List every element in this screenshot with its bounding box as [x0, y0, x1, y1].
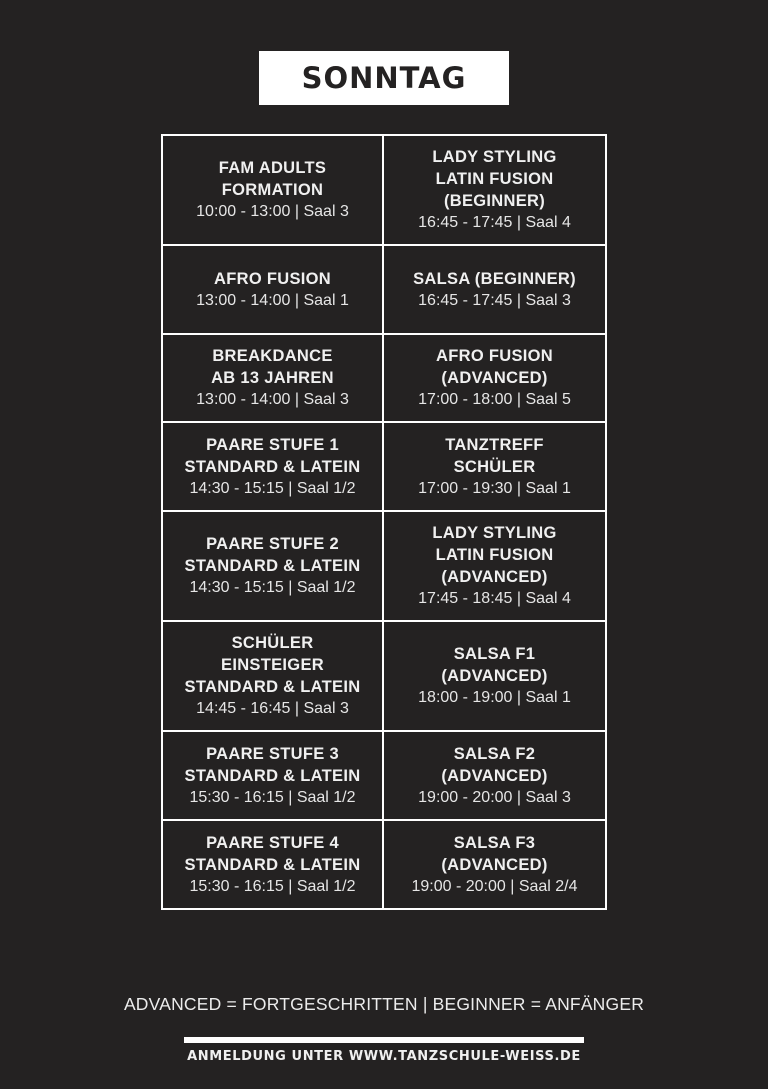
class-name-line: AFRO FUSION: [214, 269, 331, 288]
class-name-line: STANDARD & LATEIN: [184, 557, 361, 575]
class-name-line: SALSA F2: [453, 744, 536, 763]
class-name-line: PAARE STUFE 3: [206, 744, 339, 763]
class-time-room: 14:30 - 15:15 | Saal 1/2: [189, 479, 356, 497]
class-time-room: 17:00 - 19:30 | Saal 1: [418, 479, 571, 497]
class-time-room: 15:30 - 16:15 | Saal 1/2: [189, 788, 356, 806]
class-cell-left: [163, 732, 384, 821]
class-name-line: BREAKDANCE: [212, 347, 333, 365]
class-name-line: EINSTEIGER: [221, 656, 324, 674]
day-title: SONNTAG: [301, 61, 467, 95]
class-name-line: LATIN FUSION: [435, 170, 554, 188]
class-cell-left: [163, 622, 384, 732]
class-time-room: 16:45 - 17:45 | Saal 4: [418, 214, 571, 231]
class-cell-left: [163, 512, 384, 622]
class-name-line: AFRO FUSION: [436, 347, 553, 365]
class-time-room: 18:00 - 19:00 | Saal 1: [418, 689, 571, 706]
class-time-room: 16:45 - 17:45 | Saal 3: [418, 291, 571, 309]
class-time-room: 14:30 - 15:15 | Saal 1/2: [189, 579, 356, 596]
class-name-line: STANDARD & LATEIN: [184, 855, 361, 874]
class-name-line: (ADVANCED): [441, 667, 548, 685]
class-name-line: FORMATION: [221, 181, 324, 199]
class-name-line: SCHÜLER: [453, 457, 536, 476]
class-cell-right: [384, 423, 605, 512]
divider-bar: [184, 1037, 584, 1043]
class-cell-left: [163, 136, 384, 246]
class-cell-right: [384, 335, 605, 423]
class-time-room: 17:45 - 18:45 | Saal 4: [418, 590, 571, 607]
class-cell-right: [384, 246, 605, 335]
class-cell-right: [384, 821, 605, 908]
class-name-line: PAARE STUFE 2: [206, 535, 339, 553]
class-name-line: SALSA F3: [453, 833, 536, 852]
class-name-line: STANDARD & LATEIN: [184, 766, 361, 785]
class-time-room: 15:30 - 16:15 | Saal 1/2: [189, 877, 356, 895]
class-name-line: (ADVANCED): [441, 568, 548, 586]
class-name-line: STANDARD & LATEIN: [184, 678, 361, 696]
class-cell-left: [163, 246, 384, 335]
class-name-line: LADY STYLING: [432, 148, 557, 166]
day-title-box: [259, 51, 509, 105]
class-name-line: SALSA (BEGINNER): [413, 269, 576, 288]
class-time-room: 13:00 - 14:00 | Saal 3: [196, 391, 349, 408]
class-name-line: (ADVANCED): [441, 766, 548, 785]
class-name-line: SCHÜLER: [231, 634, 314, 652]
class-name-line: PAARE STUFE 4: [206, 833, 339, 852]
signup-text: ANMELDUNG UNTER WWW.TANZSCHULE-WEISS.DE: [187, 1049, 581, 1064]
class-name-line: TANZTREFF: [445, 435, 544, 454]
schedule-table: [161, 134, 607, 910]
class-name-line: (ADVANCED): [441, 369, 548, 387]
class-name-line: (ADVANCED): [441, 855, 548, 874]
class-time-room: 13:00 - 14:00 | Saal 1: [196, 291, 349, 309]
class-name-line: LATIN FUSION: [435, 546, 554, 564]
class-cell-right: [384, 622, 605, 732]
class-name-line: AB 13 JAHREN: [211, 369, 334, 387]
legend-text: ADVANCED = FORTGESCHRITTEN | BEGINNER = ANFÄNGER: [123, 994, 645, 1014]
class-time-room: 14:45 - 16:45 | Saal 3: [196, 700, 349, 717]
class-name-line: STANDARD & LATEIN: [184, 457, 361, 476]
class-time-room: 17:00 - 18:00 | Saal 5: [418, 391, 571, 408]
class-cell-left: [163, 423, 384, 512]
class-time-room: 19:00 - 20:00 | Saal 3: [418, 788, 571, 806]
class-cell-right: [384, 512, 605, 622]
class-name-line: PAARE STUFE 1: [206, 435, 339, 454]
class-name-line: SALSA F1: [453, 645, 536, 663]
class-cell-right: [384, 732, 605, 821]
class-name-line: FAM ADULTS: [218, 159, 327, 177]
class-cell-right: [384, 136, 605, 246]
class-cell-left: [163, 821, 384, 908]
class-cell-left: [163, 335, 384, 423]
class-time-room: 10:00 - 13:00 | Saal 3: [196, 203, 349, 220]
class-name-line: LADY STYLING: [432, 524, 557, 542]
class-name-line: (BEGINNER): [443, 192, 546, 210]
class-time-room: 19:00 - 20:00 | Saal 2/4: [411, 877, 578, 895]
